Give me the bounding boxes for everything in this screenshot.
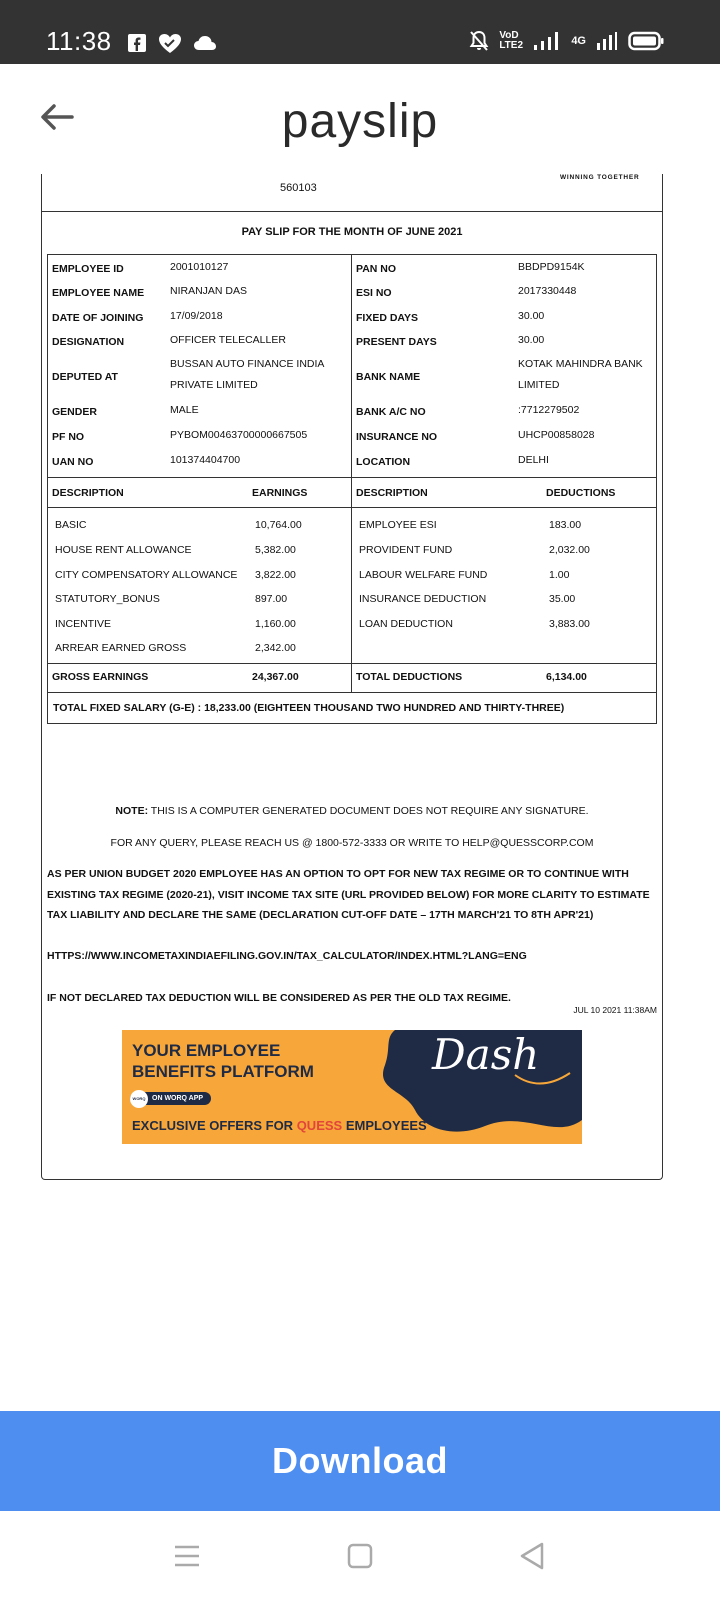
total-fixed-salary-box: [47, 692, 657, 724]
system-nav-bar: [0, 1511, 720, 1600]
download-button[interactable]: Download: [0, 1411, 720, 1511]
info-value: BBDPD9154K: [518, 261, 585, 273]
deduction-amount: 3,883.00: [549, 618, 590, 630]
earning-desc: ARREAR EARNED GROSS: [55, 642, 187, 654]
battery-icon: [628, 31, 664, 51]
facebook-icon: [127, 33, 147, 53]
banner-line-1: YOUR EMPLOYEE: [132, 1041, 281, 1060]
earning-amount: 3,822.00: [255, 569, 296, 581]
app-bar: [0, 64, 720, 174]
status-time: 11:38: [46, 26, 112, 56]
banner-line-2: BENEFITS PLATFORM: [132, 1062, 314, 1081]
network-type-label: 4G: [571, 35, 586, 47]
note-label: NOTE:: [115, 805, 149, 817]
deduction-amount: 1.00: [549, 569, 570, 581]
total-fixed-salary: TOTAL FIXED SALARY (G-E) : 18,233.00 (EIGHTEEN THOUSAND TWO HUNDRED AND THIRTY-THREE): [53, 702, 565, 714]
earnings-deductions-table: [47, 477, 657, 693]
earning-desc: INCENTIVE: [55, 618, 112, 630]
employee-info-table: [47, 254, 657, 478]
info-label: BANK A/C NO: [356, 406, 426, 418]
info-value: :7712279502: [518, 404, 580, 416]
info-label: BANK NAME: [356, 371, 421, 383]
info-label: DEPUTED AT: [52, 371, 118, 383]
payslip-heading: PAY SLIP FOR THE MONTH OF JUNE 2021: [241, 226, 463, 238]
volte-label: VoD LTE2: [499, 30, 524, 51]
deductions-desc-header: DESCRIPTION: [356, 487, 428, 499]
status-bar: [0, 0, 720, 64]
earnings-desc-header: DESCRIPTION: [52, 487, 124, 499]
deduction-amount: 2,032.00: [549, 544, 590, 556]
query-line: FOR ANY QUERY, PLEASE REACH US @ 1800-572-3333 OR WRITE TO HELP@QUESSCORP.COM: [110, 837, 594, 849]
info-value: DELHI: [518, 454, 549, 466]
deduction-desc: EMPLOYEE ESI: [359, 519, 437, 531]
info-label: UAN NO: [52, 456, 94, 468]
earning-amount: 1,160.00: [255, 618, 296, 630]
info-label: DESIGNATION: [52, 336, 125, 348]
pin-code: 560103: [280, 182, 317, 194]
generated-timestamp: JUL 10 2021 11:38AM: [573, 1005, 657, 1015]
info-label: LOCATION: [356, 456, 411, 468]
info-label: PF NO: [52, 431, 85, 443]
offer-suffix: EMPLOYEES: [342, 1118, 427, 1133]
divider: [42, 211, 662, 212]
back-triangle-icon[interactable]: [517, 1541, 547, 1571]
budget-paragraph: AS PER UNION BUDGET 2020 EMPLOYEE HAS AN OPTION TO OPT FOR NEW TAX REGIME OR TO CONTINUE WITH EXISTING TAX REGIME (2020-21), VISIT INCOME TAX SITE (URL PROVIDED BELOW) FOR MORE CLARITY TO ESTIMATE TAX LIABILITY AND DECLARE THE SAME (DECLARATION CUT-OFF DATE – 17TH MARCH'21 TO 8TH APR'21): [47, 868, 650, 921]
banner-headline: [132, 1040, 314, 1082]
info-label: FIXED DAYS: [356, 312, 419, 324]
gross-earnings-value: 24,367.00: [252, 671, 299, 683]
deduction-desc: INSURANCE DEDUCTION: [359, 593, 487, 605]
page-title: payslip: [281, 95, 439, 148]
total-deductions-value: 6,134.00: [546, 671, 587, 683]
info-value: UHCP00858028: [518, 429, 595, 441]
total-deductions-label: TOTAL DEDUCTIONS: [356, 671, 463, 683]
info-label: PAN NO: [356, 263, 397, 275]
earning-desc: CITY COMPENSATORY ALLOWANCE: [55, 569, 238, 581]
info-value: OFFICER TELECALLER: [170, 334, 286, 346]
info-value: 2001010127: [170, 261, 229, 273]
earning-amount: 5,382.00: [255, 544, 296, 556]
old-regime-note: IF NOT DECLARED TAX DEDUCTION WILL BE CONSIDERED AS PER THE OLD TAX REGIME.: [47, 992, 511, 1004]
payslip-document: [41, 174, 663, 1180]
note-text: THIS IS A COMPUTER GENERATED DOCUMENT DOES NOT REQUIRE ANY SIGNATURE.: [148, 805, 589, 817]
banner-offer: [132, 1118, 427, 1133]
signal-icon: [533, 31, 561, 51]
info-label: DATE OF JOINING: [52, 312, 144, 324]
info-value: 30.00: [518, 310, 545, 322]
earning-desc: HOUSE RENT ALLOWANCE: [55, 544, 192, 556]
brand-tag: WINNING TOGETHER: [560, 174, 640, 181]
deduction-desc: LABOUR WELFARE FUND: [359, 569, 488, 581]
deduction-desc: PROVIDENT FUND: [359, 544, 453, 556]
gross-earnings-label: GROSS EARNINGS: [52, 671, 149, 683]
earning-amount: 897.00: [255, 593, 288, 605]
info-value: BUSSAN AUTO FINANCE INDIA PRIVATE LIMITED: [170, 358, 324, 391]
info-label: EMPLOYEE NAME: [52, 287, 145, 299]
earning-amount: 2,342.00: [255, 642, 296, 654]
tax-calculator-url[interactable]: HTTPS://WWW.INCOMETAXINDIAEFILING.GOV.IN/TAX_CALCULATOR/INDEX.HTML?LANG=ENG: [47, 950, 527, 962]
info-value: KOTAK MAHINDRA BANK LIMITED: [518, 358, 643, 391]
signal-icon-2: [596, 31, 618, 51]
column-divider: [351, 478, 352, 692]
info-label: ESI NO: [356, 287, 392, 299]
earnings-header: EARNINGS: [252, 487, 308, 499]
earning-desc: STATUTORY_BONUS: [55, 593, 160, 605]
info-value: 30.00: [518, 334, 545, 346]
offer-prefix: EXCLUSIVE OFFERS FOR: [132, 1118, 297, 1133]
note-line: [42, 805, 662, 817]
info-value: NIRANJAN DAS: [170, 285, 248, 297]
quess-logo: QUESS: [296, 1118, 343, 1133]
table-footer-divider: [48, 663, 656, 664]
info-value: 2017330448: [518, 285, 577, 297]
worq-logo-icon: WORQ: [130, 1090, 148, 1108]
column-divider: [351, 255, 352, 477]
info-label: GENDER: [52, 406, 97, 418]
info-label: EMPLOYEE ID: [52, 263, 124, 275]
dash-logo: Dash: [432, 1030, 540, 1079]
info-value: 101374404700: [170, 454, 241, 466]
info-value: PYBOM00463700000667505: [170, 429, 308, 441]
info-value: MALE: [170, 404, 199, 416]
home-square-icon[interactable]: [345, 1541, 375, 1571]
worq-pill: ON WORQ APP: [130, 1092, 211, 1105]
info-value: 17/09/2018: [170, 310, 223, 322]
info-label: INSURANCE NO: [356, 431, 438, 443]
heart-icon: [157, 32, 183, 54]
deductions-header: DEDUCTIONS: [546, 487, 616, 499]
deduction-amount: 183.00: [549, 519, 582, 531]
earning-desc: BASIC: [55, 519, 87, 531]
cloud-icon: [193, 34, 217, 52]
deduction-amount: 35.00: [549, 593, 576, 605]
info-label: PRESENT DAYS: [356, 336, 437, 348]
benefits-banner[interactable]: [122, 1030, 582, 1144]
earning-amount: 10,764.00: [255, 519, 302, 531]
mute-icon: [469, 30, 489, 52]
menu-icon[interactable]: [172, 1541, 202, 1571]
deduction-desc: LOAN DEDUCTION: [359, 618, 453, 630]
